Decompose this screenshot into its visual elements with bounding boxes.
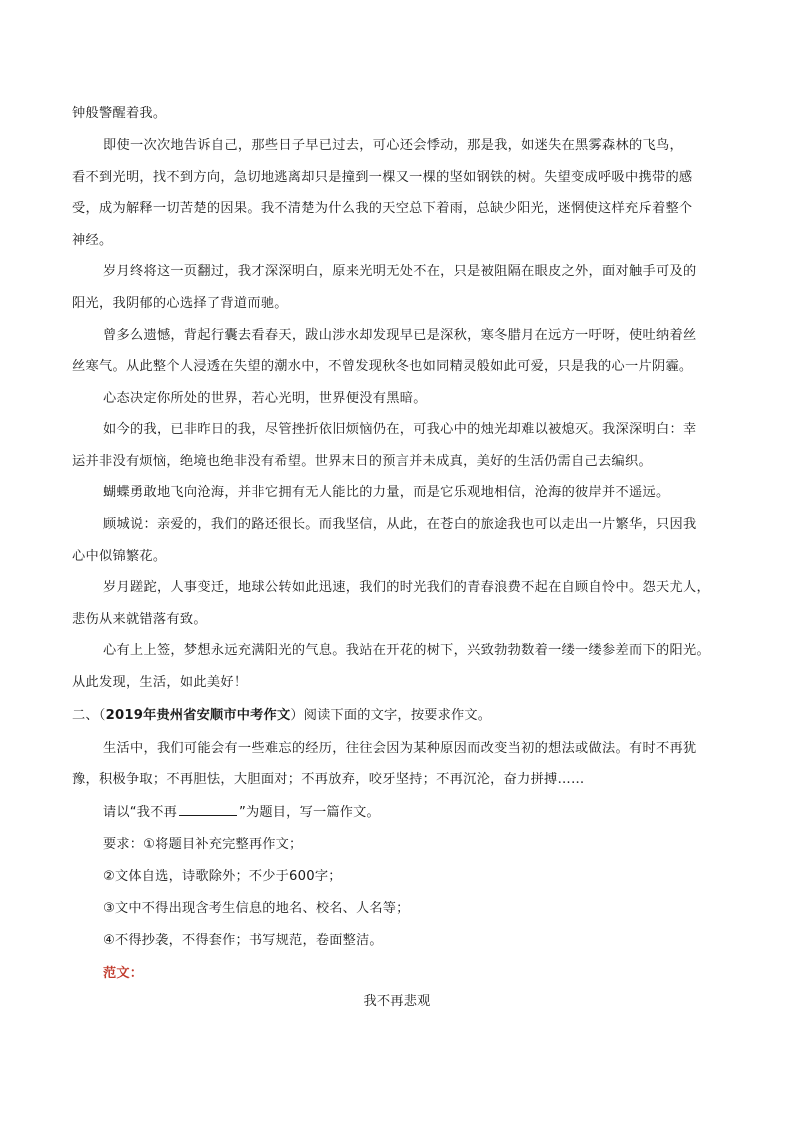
- sample-label: 范文：: [103, 966, 144, 981]
- essay-line: 从此发现，生活，如此美好！: [72, 675, 248, 690]
- essay-line: 心态决定你所处的世界，若心光明，世界便没有黑暗。: [103, 391, 427, 406]
- essay-line: 看不到光明，找不到方向，急切地逃离却只是撞到一棵又一棵的坚如钢铁的树。失望变成呼吸中携带的感: [72, 170, 693, 185]
- essay-line: 岁月蹉跎，人事变迁，地球公转如此迅速，我们的时光我们的青春浪费不起在自顾自怜中。怨天尤人，: [103, 580, 710, 595]
- essay-line: 悲伤从来就错落有致。: [72, 612, 207, 627]
- essay-line: 阳光，我阴郁的心选择了背道而驰。: [72, 296, 288, 311]
- requirement-line: ②文体自选，诗歌除外；不少于600字；: [103, 869, 342, 884]
- title-blank: [179, 801, 237, 816]
- section-suffix: ）阅读下面的文字，按要求作文。: [290, 708, 492, 723]
- requirement-line: 要求：①将题目补充完整再作文；: [103, 837, 303, 852]
- essay-line: 丝寒气。从此整个人浸透在失望的潮水中，不曾发现秋冬也如同精灵般如此可爱，只是我的心一片阴霾。: [72, 359, 693, 374]
- requirement-line: ③文中不得出现含考生信息的地名、校名、人名等；: [103, 901, 410, 916]
- section-source: 2019年贵州省安顺市中考作文: [105, 708, 291, 723]
- section-heading: [72, 700, 491, 732]
- title-instruction-after: ”为题目，写一篇作文。: [238, 805, 380, 820]
- essay-line: 心有上上签，梦想永远充满阳光的气息。我站在开花的树下，兴致勃勃数着一缕一缕参差而下的阳光。: [103, 643, 710, 658]
- essay-line: 即使一次次地告诉自己，那些日子早已过去，可心还会悸动，那是我，如迷失在黑雾森林的飞鸟，: [103, 138, 683, 153]
- prompt-line: 生活中，我们可能会有一些难忘的经历，往往会因为某种原因而改变当初的想法或做法。有时不再犹: [103, 741, 697, 756]
- essay-line: 心中似锦繁花。: [72, 549, 167, 564]
- sample-title: 我不再悲观: [363, 994, 431, 1009]
- prompt-line: 豫，积极争取；不再胆怯，大胆面对；不再放弃，咬牙坚持；不再沉沦，奋力拼搏……: [72, 772, 585, 787]
- requirement-line: ④不得抄袭，不得套作；书写规范，卷面整洁。: [103, 933, 383, 948]
- essay-line: 受，成为解释一切苦楚的因果。我不清楚为什么我的天空总下着雨，总缺少阳光，迷惘使这样充斥着整个: [72, 201, 693, 216]
- title-instruction-before: 请以“我不再: [103, 805, 177, 820]
- essay-line: 如今的我，已非昨日的我，尽管挫折依旧烦恼仍在，可我心中的烛光却难以被熄灭。我深深明白：幸: [103, 422, 697, 437]
- essay-line: 神经。: [72, 233, 113, 248]
- essay-line: 岁月终将这一页翻过，我才深深明白，原来光明无处不在，只是被阻隔在眼皮之外，面对触手可及的: [103, 264, 697, 279]
- title-instruction: [103, 797, 380, 829]
- essay-line: 钟般警醒着我。: [72, 106, 167, 121]
- essay-line: 运并非没有烦恼，绝境也绝非没有希望。世界末日的预言并未成真，美好的生活仍需自己去编织。: [72, 454, 652, 469]
- essay-line: 顾城说：亲爱的，我们的路还很长。而我坚信，从此，在苍白的旅途我也可以走出一片繁华，只因我: [103, 517, 697, 532]
- essay-line: 蝴蝶勇敢地飞向沧海，并非它拥有无人能比的力量，而是它乐观地相信，沧海的彼岸并不遥远。: [103, 485, 670, 500]
- essay-line: 曾多么遗憾，背起行囊去看春天，跋山涉水却发现早已是深秋，寒冬腊月在远方一吁呀，使吐纳着丝: [103, 328, 697, 343]
- section-prefix: 二、（: [72, 708, 106, 723]
